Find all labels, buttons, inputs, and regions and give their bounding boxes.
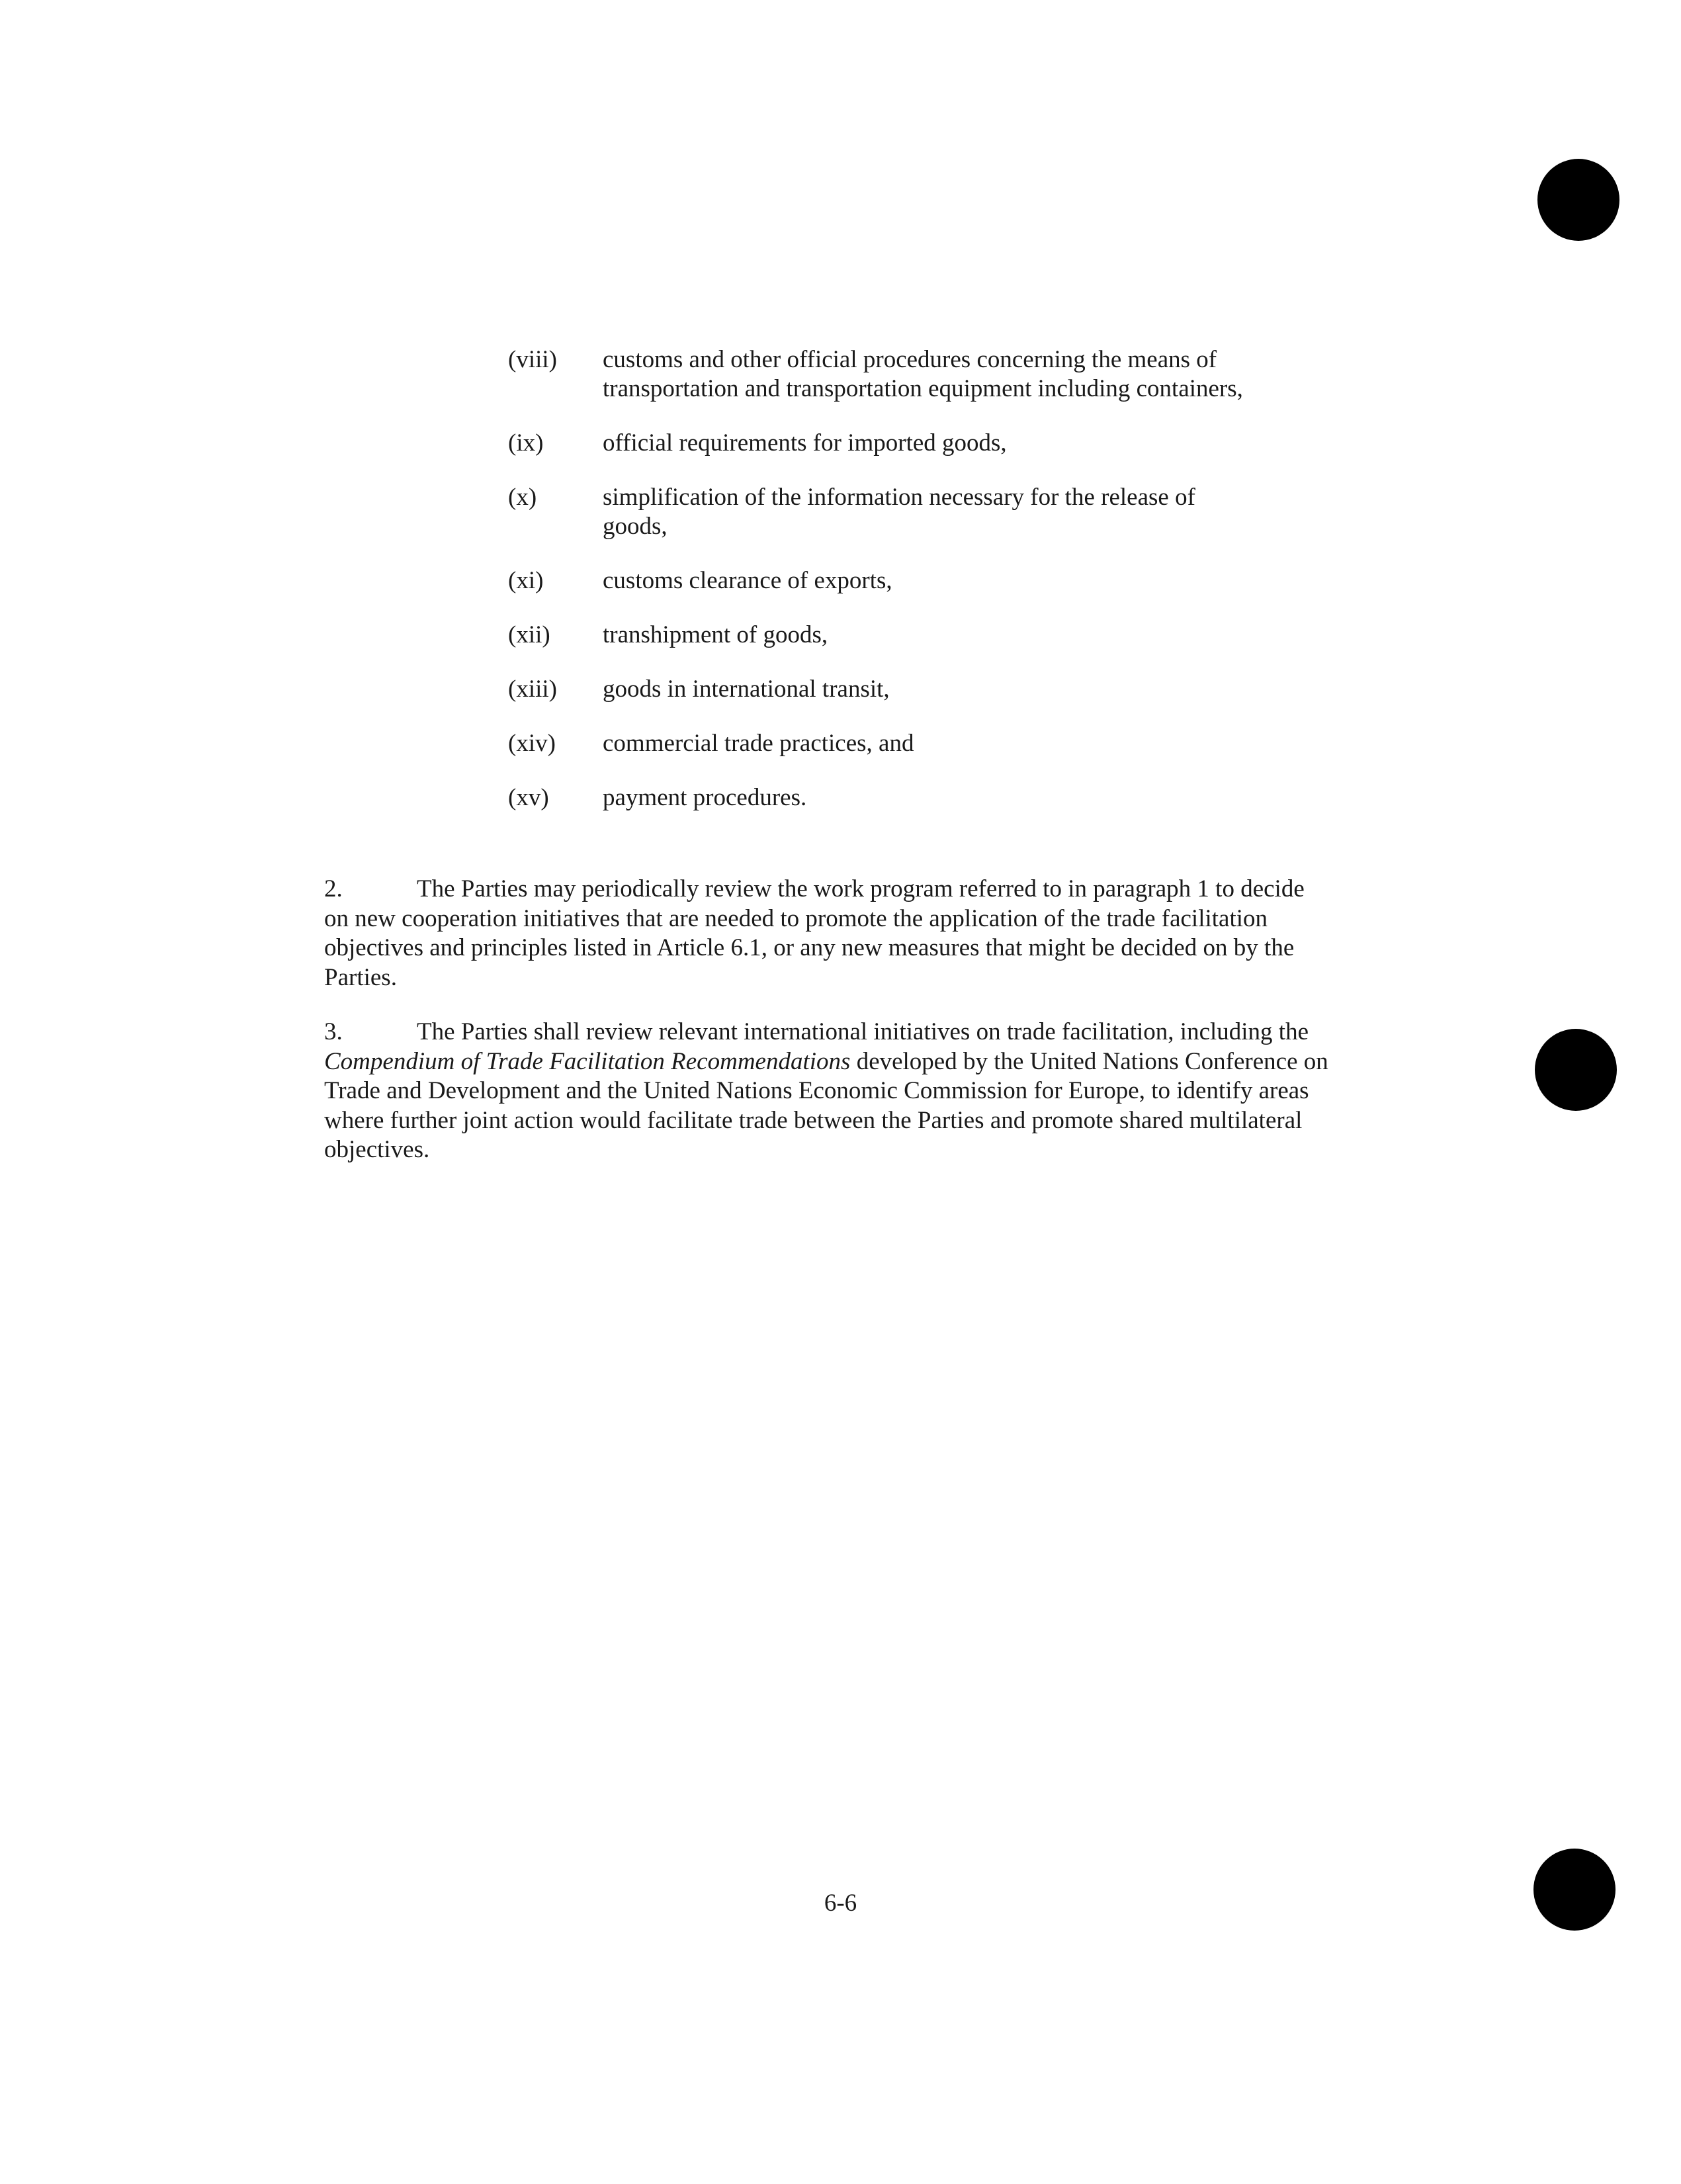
list-item-text: simplification of the information necessary for the release of goods,: [603, 484, 1195, 540]
list-item-text: transhipment of goods,: [603, 621, 828, 648]
document-title-italic: Compendium of Trade Facilitation Recommendations: [324, 1047, 851, 1075]
list-item: [508, 783, 1335, 812]
punch-hole-top: [1537, 159, 1619, 241]
list-item-number: (xv): [508, 784, 549, 811]
list-item-number: (x): [508, 484, 537, 511]
punch-hole-middle: [1535, 1029, 1617, 1111]
list-item-number: (viii): [508, 346, 557, 373]
list-item-number: (xii): [508, 621, 550, 648]
list-item-text: customs clearance of exports,: [603, 567, 892, 594]
paragraph-text-end: developed by the United Nations Conference on Trade and Development and the United Nations Economic Commission for Europe, to identify areas where further joint action would facilitate trade between the Parties and promote shared multilateral objectives.: [324, 1047, 1328, 1163]
paragraph-number: 2.: [324, 875, 343, 902]
list-item: [508, 729, 1335, 758]
list-item-number: (xiv): [508, 730, 556, 757]
list-item-number: (xiii): [508, 676, 557, 703]
list-item: [508, 621, 1335, 650]
paragraph-3: [324, 1018, 1330, 1165]
list-item-text: payment procedures.: [603, 784, 807, 811]
enumerated-list: [508, 345, 1335, 838]
list-item-text: official requirements for imported goods,: [603, 429, 1007, 457]
list-item: [508, 345, 1335, 404]
paragraph-number: 3.: [324, 1018, 343, 1045]
list-item: [508, 566, 1335, 595]
list-item-number: (ix): [508, 429, 544, 457]
list-item: [508, 429, 1335, 458]
list-item-number: (xi): [508, 567, 544, 594]
list-item: [508, 483, 1335, 541]
list-item: [508, 675, 1335, 704]
page-number: 6-6: [824, 1890, 857, 1917]
paragraph-text: The Parties may periodically review the work program referred to in paragraph 1 to decide on new cooperation initiatives that are needed to promote the application of the trade facilitation objectives and principles listed in Article 6.1, or any new measures that might be decided on by the Parties.: [324, 875, 1305, 991]
list-item-text: commercial trade practices, and: [603, 730, 914, 757]
list-item-text: customs and other official procedures concerning the means of transportation and transportation equipment including containers,: [603, 346, 1243, 402]
paragraph-text-start: The Parties shall review relevant international initiatives on trade facilitation, including the: [417, 1018, 1309, 1045]
list-item-text: goods in international transit,: [603, 676, 890, 703]
paragraph-2: [324, 875, 1330, 992]
